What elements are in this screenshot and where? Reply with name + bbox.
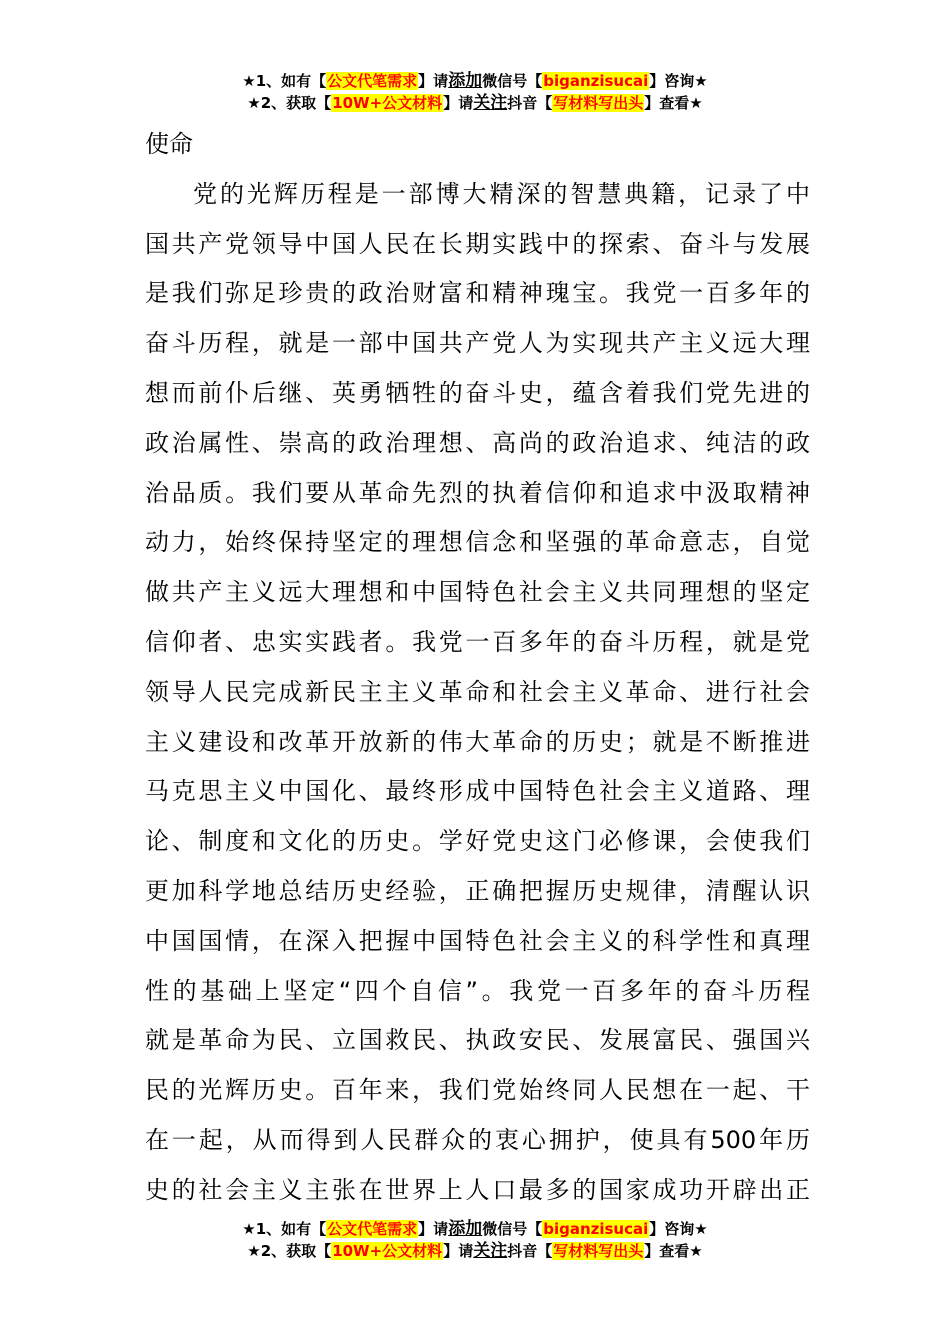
banner-text: 微信号【 <box>482 1220 543 1238</box>
banner-text: 】请 <box>418 1220 449 1238</box>
banner-text: 抖音【 <box>507 1242 553 1260</box>
text-line: 国共产党领导中国人民在长期实践中的探索、奋斗与发展 <box>145 229 810 258</box>
text-line: 想而前仆后继、英勇牺牲的奋斗史，蕴含着我们党先进的 <box>145 378 810 407</box>
banner-underline: 关注 <box>473 1241 508 1261</box>
banner-underline: 添加 <box>448 71 483 91</box>
banner-text: ★2、获取【 <box>247 1242 332 1260</box>
text-line: 使命 <box>145 130 193 158</box>
banner-text: ★2、获取【 <box>247 94 332 112</box>
text-line: 做共产主义远大理想和中国特色社会主义共同理想的坚定 <box>145 578 810 607</box>
text-line: 在一起，从而得到人民群众的衷心拥护，使具有500年历 <box>145 1125 810 1154</box>
banner-text: 】咨询★ <box>649 72 708 90</box>
banner-text: 抖音【 <box>507 94 553 112</box>
text-line: 民的光辉历史。百年来，我们党始终同人民想在一起、干 <box>145 1076 810 1105</box>
text-line: 奋斗历程，就是一部中国共产党人为实现共产主义远大理 <box>145 329 810 358</box>
banner-line-1 <box>0 1218 950 1240</box>
text-line: 治品质。我们要从革命先烈的执着信仰和追求中汲取精神 <box>145 478 810 507</box>
text-line: 动力，始终保持坚定的理想信念和坚强的革命意志，自觉 <box>145 528 810 557</box>
text-line: 政治属性、崇高的政治理想、高尚的政治追求、纯洁的政 <box>145 428 810 457</box>
text-line: 领导人民完成新民主主义革命和社会主义革命、进行社会 <box>145 677 810 706</box>
banner-highlight: biganzisucai <box>543 72 649 90</box>
banner-highlight: 10W+公文材料 <box>332 1242 443 1260</box>
banner-text: 】请 <box>418 72 449 90</box>
banner-text: 】请 <box>443 1242 474 1260</box>
text-line: 论、制度和文化的历史。学好党史这门必修课，会使我们 <box>145 827 810 856</box>
footer-banner <box>0 1218 950 1262</box>
banner-underline: 添加 <box>448 1219 483 1239</box>
text-line: 就是革命为民、立国救民、执政安民、发展富民、强国兴 <box>145 1026 810 1055</box>
banner-text: ★1、如有【 <box>242 72 327 90</box>
banner-highlight: 写材料写出头 <box>553 94 644 112</box>
banner-highlight: 公文代笔需求 <box>327 72 418 90</box>
banner-highlight: 10W+公文材料 <box>332 94 443 112</box>
text-line: 更加科学地总结历史经验，正确把握历史规律，清醒认识 <box>145 876 810 905</box>
banner-text: 】咨询★ <box>649 1220 708 1238</box>
text-line: 主义建设和改革开放新的伟大革命的历史；就是不断推进 <box>145 727 810 756</box>
banner-text: 微信号【 <box>482 72 543 90</box>
banner-highlight: 写材料写出头 <box>553 1242 644 1260</box>
text-line: 史的社会主义主张在世界上人口最多的国家成功开辟出正 <box>145 1175 810 1204</box>
text-line: 性的基础上坚定“四个自信”。我党一百多年的奋斗历程 <box>145 976 810 1005</box>
banner-line-2 <box>0 1240 950 1262</box>
banner-line-2 <box>0 92 950 114</box>
text-line: 马克思主义中国化、最终形成中国特色社会主义道路、理 <box>145 777 810 806</box>
text-line: 是我们弥足珍贵的政治财富和精神瑰宝。我党一百多年的 <box>145 279 810 308</box>
banner-line-1 <box>0 70 950 92</box>
banner-text: 】查看★ <box>644 1242 703 1260</box>
banner-text: 】请 <box>443 94 474 112</box>
banner-highlight: biganzisucai <box>543 1220 649 1238</box>
banner-highlight: 公文代笔需求 <box>327 1220 418 1238</box>
banner-text: ★1、如有【 <box>242 1220 327 1238</box>
text-line: 党的光辉历程是一部博大精深的智慧典籍，记录了中 <box>193 179 810 208</box>
text-line: 中国国情，在深入把握中国特色社会主义的科学性和真理 <box>145 926 810 955</box>
banner-text: 】查看★ <box>644 94 703 112</box>
document-body <box>145 120 810 1216</box>
banner-underline: 关注 <box>473 93 508 113</box>
header-banner <box>0 70 950 114</box>
text-line: 信仰者、忠实实践者。我党一百多年的奋斗历程，就是党 <box>145 627 810 656</box>
